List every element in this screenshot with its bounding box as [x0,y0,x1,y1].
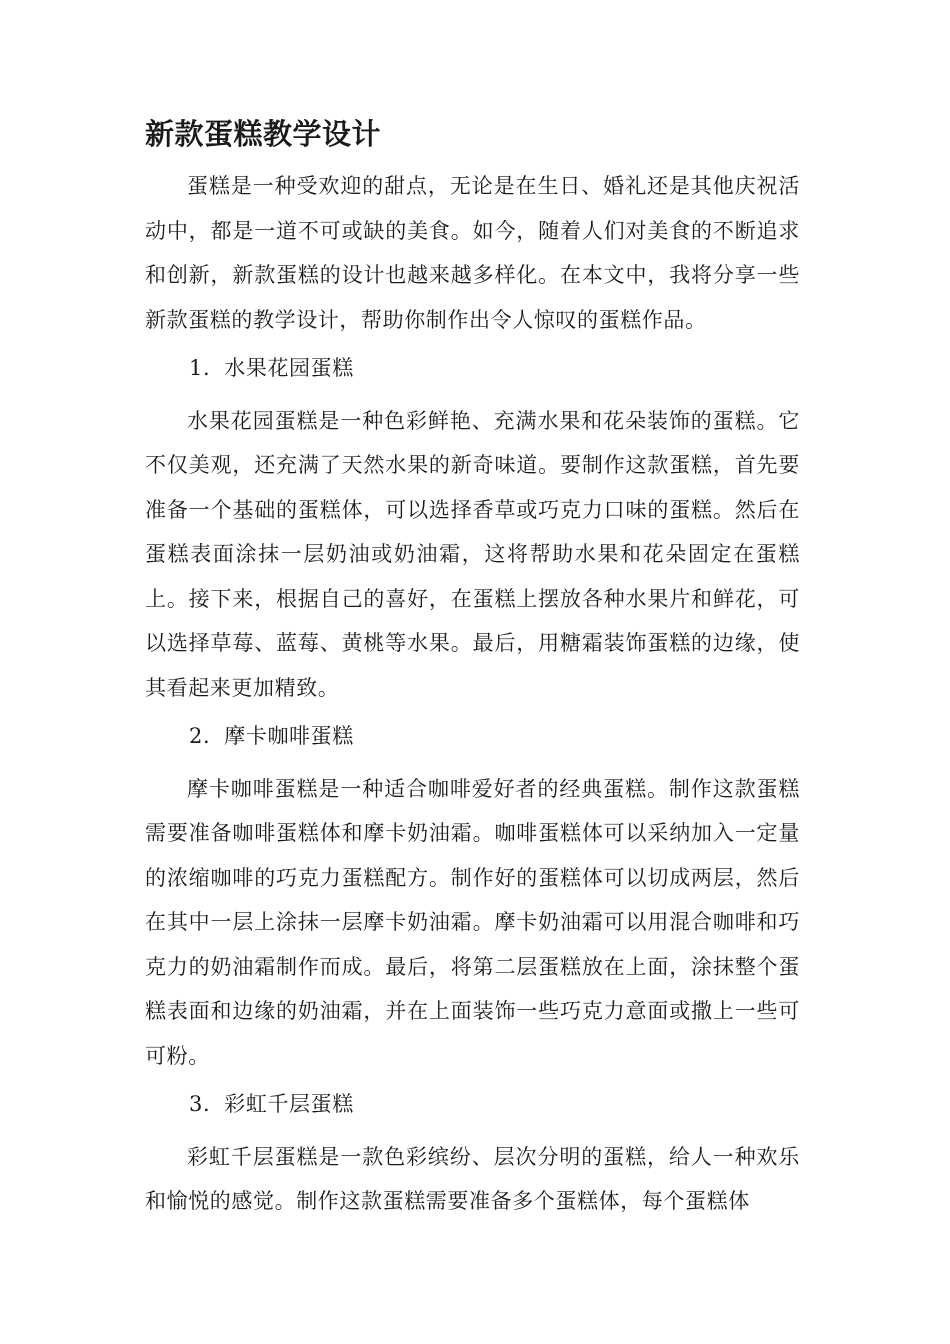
section-heading-fruit-garden [145,346,800,391]
section-heading-text: 摩卡咖啡蛋糕 [224,724,354,748]
section-heading-text: 彩虹千层蛋糕 [224,1092,354,1116]
section-number: 1. [189,356,211,380]
section-heading-mocha [145,714,800,759]
section-heading-text: 水果花园蛋糕 [224,356,354,380]
intro-paragraph: 蛋糕是一种受欢迎的甜点，无论是在生日、婚礼还是其他庆祝活动中，都是一道不可或缺的美食。如今，随着人们对美食的不断追求和创新，新款蛋糕的设计也越来越多样化。在本文中，我将分享一些新款蛋糕的教学设计，帮助你制作出令人惊叹的蛋糕作品。 [145,174,800,332]
section-body-fruit-garden: 水果花园蛋糕是一种色彩鲜艳、充满水果和花朵装饰的蛋糕。它不仅美观，还充满了天然水果的新奇味道。要制作这款蛋糕，首先要准备一个基础的蛋糕体，可以选择香草或巧克力口味的蛋糕。然后在蛋糕表面涂抹一层奶油或奶油霜，这将帮助水果和花朵固定在蛋糕上。接下来，根据自己的喜好，在蛋糕上摆放各种水果片和鲜花，可以选择草莓、蓝莓、黄桃等水果。最后，用糖霜装饰蛋糕的边缘，使其看起来更加精致。 [145,408,800,700]
section-number: 2. [189,724,211,748]
section-number: 3. [189,1092,211,1116]
document-title: 新款蛋糕教学设计 [145,117,382,151]
document-page [145,108,800,1228]
section-body-mocha: 摩卡咖啡蛋糕是一种适合咖啡爱好者的经典蛋糕。制作这款蛋糕需要准备咖啡蛋糕体和摩卡奶油霜。咖啡蛋糕体可以采纳加入一定量的浓缩咖啡的巧克力蛋糕配方。制作好的蛋糕体可以切成两层，然后在其中一层上涂抹一层摩卡奶油霜。摩卡奶油霜可以用混合咖啡和巧克力的奶油霜制作而成。最后，将第二层蛋糕放在上面，涂抹整个蛋糕表面和边缘的奶油霜，并在上面装饰一些巧克力意面或撒上一些可可粉。 [145,776,800,1068]
section-body-rainbow: 彩虹千层蛋糕是一款色彩缤纷、层次分明的蛋糕，给人一种欢乐和愉悦的感觉。制作这款蛋糕需要准备多个蛋糕体，每个蛋糕体 [145,1144,800,1213]
section-heading-rainbow [145,1082,800,1127]
